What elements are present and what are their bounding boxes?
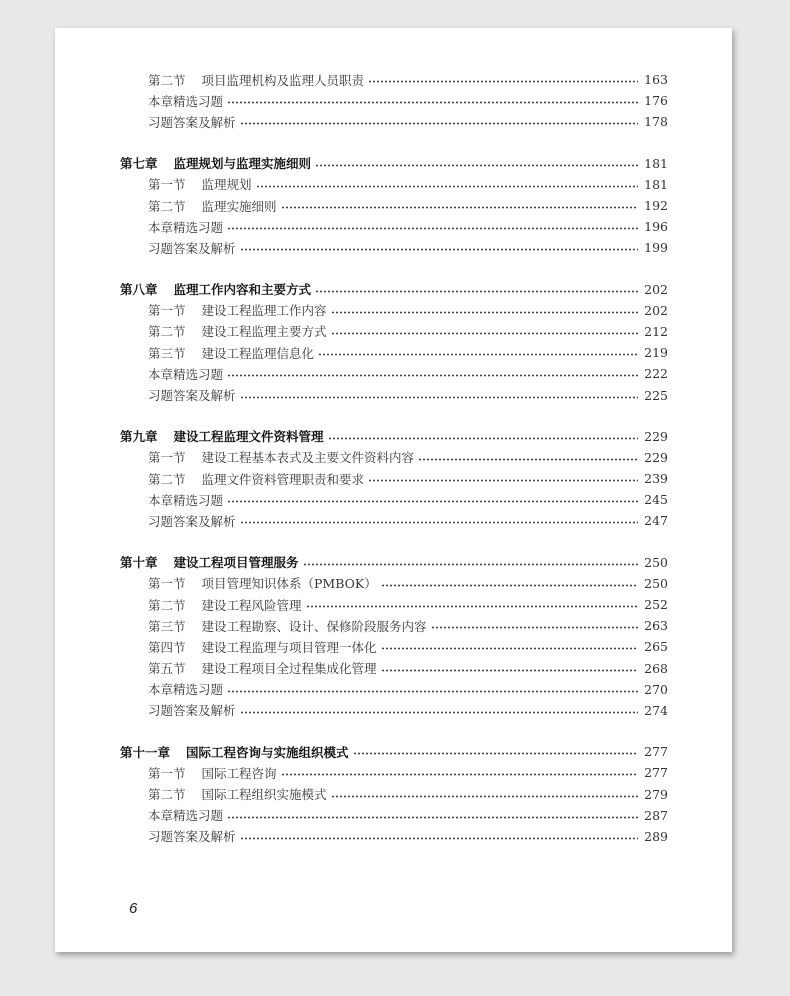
entry-title: 本章精选习题 (148, 682, 224, 698)
section-number: 第二节 (148, 471, 186, 487)
entry-page-number: 196 (644, 219, 668, 235)
dot-leader (227, 500, 638, 503)
toc-section-entry[interactable] (120, 762, 668, 783)
chapter-number: 第七章 (120, 156, 158, 172)
dot-leader (315, 290, 638, 293)
dot-leader (240, 521, 638, 524)
toc-section-entry[interactable] (120, 447, 668, 468)
entry-title: 项目管理知识体系（PMBOK） (201, 576, 377, 592)
entry-title: 习题答案及解析 (148, 240, 236, 256)
entry-title: 监理规划 (201, 177, 252, 193)
toc-section-entry[interactable] (120, 510, 668, 531)
entry-page-number: 250 (644, 554, 668, 570)
dot-leader (281, 773, 638, 776)
entry-title: 监理实施细则 (201, 198, 277, 214)
chapter-number: 第十一章 (120, 744, 171, 760)
chapter-number: 第九章 (120, 429, 158, 445)
dot-leader (240, 837, 638, 840)
dot-leader (240, 122, 638, 125)
entry-page-number: 202 (644, 302, 668, 318)
dot-leader (240, 711, 638, 714)
entry-title: 本章精选习题 (148, 492, 224, 508)
entry-title: 监理工作内容和主要方式 (173, 282, 312, 298)
dot-leader (353, 752, 638, 755)
entry-page-number: 225 (644, 387, 668, 403)
dot-leader (331, 332, 638, 335)
table-of-contents (120, 69, 668, 847)
entry-title: 本章精选习题 (148, 808, 224, 824)
entry-page-number: 222 (644, 366, 668, 382)
entry-page-number: 279 (644, 786, 668, 802)
section-number: 第一节 (148, 177, 186, 193)
entry-title: 国际工程组织实施模式 (201, 787, 327, 803)
entry-page-number: 265 (644, 639, 668, 655)
entry-title: 建设工程基本表式及主要文件资料内容 (201, 450, 415, 466)
section-number: 第一节 (148, 303, 186, 319)
toc-section-entry[interactable] (120, 468, 668, 489)
chapter-number: 第八章 (120, 282, 158, 298)
entry-page-number: 277 (644, 765, 668, 781)
entry-page-number: 178 (644, 114, 668, 130)
entry-page-number: 181 (644, 176, 668, 192)
entry-title: 国际工程咨询与实施组织模式 (186, 744, 349, 760)
dot-leader (227, 690, 638, 693)
dot-leader (368, 479, 638, 482)
entry-title: 建设工程项目管理服务 (173, 555, 299, 571)
dot-leader (381, 584, 638, 587)
entry-title: 建设工程勘察、设计、保修阶段服务内容 (201, 618, 427, 634)
toc-section-entry[interactable] (120, 700, 668, 721)
toc-chapter-entry[interactable] (120, 552, 668, 573)
entry-page-number: 239 (644, 471, 668, 487)
entry-title: 本章精选习题 (148, 366, 224, 382)
dot-leader (381, 669, 638, 672)
toc-chapter-entry[interactable] (120, 741, 668, 762)
entry-page-number: 202 (644, 281, 668, 297)
dot-leader (306, 605, 638, 608)
entry-page-number: 199 (644, 240, 668, 256)
toc-section-entry[interactable] (120, 216, 668, 237)
entry-title: 监理文件资料管理职责和要求 (201, 471, 365, 487)
toc-section-entry[interactable] (120, 384, 668, 405)
section-number: 第五节 (148, 661, 186, 677)
dot-leader (256, 185, 638, 188)
entry-title: 本章精选习题 (148, 93, 224, 109)
section-number: 第三节 (148, 618, 186, 634)
entry-page-number: 250 (644, 575, 668, 591)
section-number: 第一节 (148, 450, 186, 466)
dot-leader (318, 353, 638, 356)
toc-section-entry[interactable] (120, 195, 668, 216)
toc-section-entry[interactable] (120, 826, 668, 847)
toc-section-entry[interactable] (120, 111, 668, 132)
section-number: 第一节 (148, 576, 186, 592)
section-number: 第二节 (148, 324, 186, 340)
entry-page-number: 163 (644, 72, 668, 88)
entry-page-number: 268 (644, 660, 668, 676)
toc-chapter-entry[interactable] (120, 279, 668, 300)
dot-leader (315, 164, 638, 167)
entry-page-number: 245 (644, 492, 668, 508)
section-number: 第二节 (148, 72, 186, 88)
entry-title: 习题答案及解析 (148, 829, 236, 845)
entry-title: 习题答案及解析 (148, 703, 236, 719)
entry-page-number: 247 (644, 513, 668, 529)
section-number: 第三节 (148, 345, 186, 361)
entry-page-number: 176 (644, 93, 668, 109)
entry-page-number: 229 (644, 449, 668, 465)
toc-section-entry[interactable] (120, 342, 668, 363)
entry-page-number: 252 (644, 597, 668, 613)
entry-page-number: 287 (644, 807, 668, 823)
entry-title: 项目监理机构及监理人员职责 (201, 72, 365, 88)
toc-section-entry[interactable] (120, 363, 668, 384)
entry-page-number: 270 (644, 681, 668, 697)
toc-section-entry[interactable] (120, 636, 668, 657)
dot-leader (227, 101, 638, 104)
section-number: 第一节 (148, 765, 186, 781)
toc-section-entry[interactable] (120, 90, 668, 111)
chapter-number: 第十章 (120, 555, 158, 571)
toc-section-entry[interactable] (120, 174, 668, 195)
dot-leader (331, 795, 638, 798)
dot-leader (227, 227, 638, 230)
dot-leader (227, 816, 638, 819)
toc-chapter-entry[interactable] (120, 426, 668, 447)
entry-title: 建设工程风险管理 (201, 597, 302, 613)
entry-title: 习题答案及解析 (148, 388, 236, 404)
toc-section-entry[interactable] (120, 69, 668, 90)
section-number: 第二节 (148, 597, 186, 613)
toc-chapter-entry[interactable] (120, 153, 668, 174)
entry-title: 国际工程咨询 (201, 765, 277, 781)
toc-section-entry[interactable] (120, 615, 668, 636)
entry-title: 监理规划与监理实施细则 (173, 156, 312, 172)
entry-title: 习题答案及解析 (148, 114, 236, 130)
entry-page-number: 192 (644, 198, 668, 214)
entry-page-number: 212 (644, 323, 668, 339)
entry-title: 建设工程监理文件资料管理 (173, 429, 324, 445)
entry-page-number: 229 (644, 428, 668, 444)
toc-section-entry[interactable] (120, 321, 668, 342)
toc-section-entry[interactable] (120, 573, 668, 594)
toc-section-entry[interactable] (120, 679, 668, 700)
dot-leader (331, 311, 638, 314)
dot-leader (328, 437, 638, 440)
dot-leader (227, 374, 638, 377)
section-number: 第四节 (148, 639, 186, 655)
page-number: 6 (129, 900, 138, 917)
entry-title: 习题答案及解析 (148, 513, 236, 529)
section-number: 第二节 (148, 787, 186, 803)
entry-page-number: 181 (644, 155, 668, 171)
entry-page-number: 289 (644, 828, 668, 844)
dot-leader (368, 80, 638, 83)
entry-title: 建设工程监理工作内容 (201, 303, 327, 319)
entry-page-number: 277 (644, 744, 668, 760)
entry-title: 建设工程监理与项目管理一体化 (201, 639, 377, 655)
dot-leader (240, 248, 638, 251)
section-number: 第二节 (148, 198, 186, 214)
entry-page-number: 263 (644, 618, 668, 634)
toc-section-entry[interactable] (120, 658, 668, 679)
entry-title: 本章精选习题 (148, 219, 224, 235)
entry-page-number: 274 (644, 702, 668, 718)
dot-leader (303, 563, 638, 566)
dot-leader (418, 458, 638, 461)
toc-section-entry[interactable] (120, 783, 668, 804)
dot-leader (240, 396, 638, 399)
entry-title: 建设工程监理信息化 (201, 345, 315, 361)
entry-title: 建设工程监理主要方式 (201, 324, 327, 340)
toc-section-entry[interactable] (120, 237, 668, 258)
toc-section-entry[interactable] (120, 805, 668, 826)
document-page (55, 28, 732, 952)
toc-section-entry[interactable] (120, 489, 668, 510)
dot-leader (381, 647, 638, 650)
entry-page-number: 219 (644, 345, 668, 361)
toc-section-entry[interactable] (120, 300, 668, 321)
dot-leader (431, 626, 638, 629)
entry-title: 建设工程项目全过程集成化管理 (201, 661, 377, 677)
toc-section-entry[interactable] (120, 594, 668, 615)
dot-leader (281, 206, 638, 209)
